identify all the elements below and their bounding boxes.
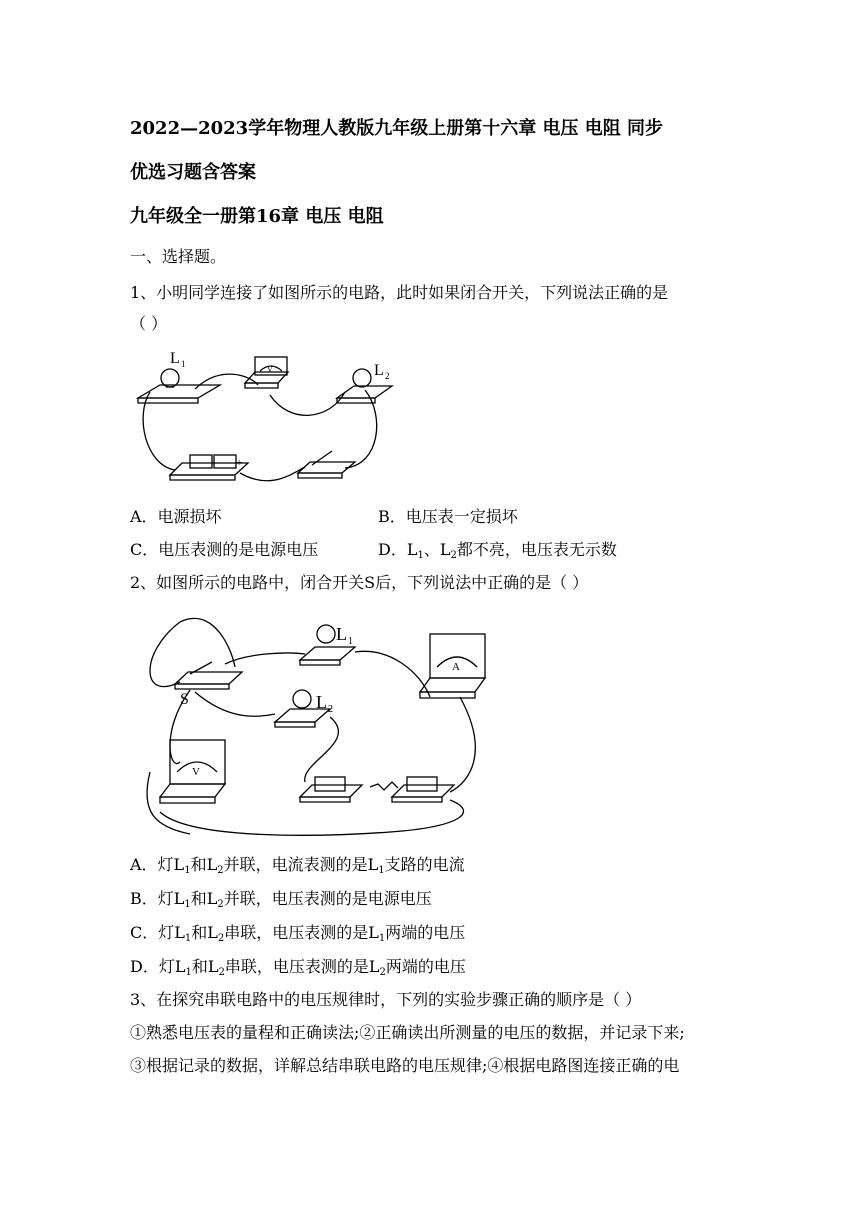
q1-option-c: C．电压表测的是电源电压 xyxy=(130,540,319,559)
q1-l1-label: L xyxy=(170,350,180,367)
q3-line-3: ③根据记录的数据，详解总结串联电路的电压规律;④根据电路图连接正确的电 xyxy=(130,1056,680,1075)
q2-option-b: B．灯$L_1$和$L_2$并联，电压表测的是电源电压 xyxy=(130,889,432,910)
q1-options-row-1 xyxy=(130,506,518,528)
q1-option-a: A．电源损坏 xyxy=(130,507,222,526)
q1-option-b: B．电压表一定损坏 xyxy=(378,507,518,526)
q2-switch-label: S xyxy=(180,691,189,708)
q2-l2-label: L xyxy=(316,692,327,712)
q1-battery-plus-label: + xyxy=(236,457,243,469)
q3-line-2: ①熟悉电压表的量程和正确读法;②正确读出所测量的电压的数据，并记录下来; xyxy=(130,1023,685,1042)
q2-option-d: D．灯$L_1$和$L_2$串联，电压表测的是$L_2$两端的电压 xyxy=(130,957,466,978)
document-title-line-2: 优选习题含答案 xyxy=(130,162,256,183)
q1-voltmeter-label: V xyxy=(267,365,273,374)
q2-option-c: C．灯$L_1$和$L_2$串联，电压表测的是$L_1$两端的电压 xyxy=(130,923,466,944)
q3-stem: 3、在探究串联电路中的电压规律时，下列的实验步骤正确的顺序是（ ） xyxy=(130,990,642,1009)
q1-l2-subscript: 2 xyxy=(385,371,390,381)
q1-options-row-2 xyxy=(130,539,617,561)
q1-l1-subscript: 1 xyxy=(181,359,186,369)
document-title-line-1: 2022—2023学年物理人教版九年级上册第十六章 电压 电阻 同步 xyxy=(130,118,663,139)
q1-circuit-figure xyxy=(130,345,410,495)
q2-l1-label: L xyxy=(336,624,347,644)
q2-l2-subscript: 2 xyxy=(328,704,333,715)
q2-voltmeter-label: V xyxy=(192,766,200,778)
q1-stem-line-2: （ ） xyxy=(130,314,168,333)
q1-l2-label: L xyxy=(374,362,384,379)
part-heading: 一、选择题。 xyxy=(130,247,227,266)
q2-option-a: A．灯$L_1$和$L_2$并联，电流表测的是$L_1$支路的电流 xyxy=(130,855,465,876)
q2-ammeter-label: A xyxy=(452,661,460,673)
section-heading: 九年级全一册第16章 电压 电阻 xyxy=(130,206,384,227)
q1-option-d: D．$L_1$、$L_2$都不亮，电压表无示数 xyxy=(378,540,617,561)
q1-stem-line-1: 1、小明同学连接了如图所示的电路，此时如果闭合开关，下列说法正确的是 xyxy=(130,283,669,302)
q2-stem: 2、如图所示的电路中，闭合开关S后，下列说法中正确的是（ ） xyxy=(130,573,589,592)
q2-circuit-figure xyxy=(130,612,500,842)
q2-l1-subscript: 1 xyxy=(348,636,353,647)
